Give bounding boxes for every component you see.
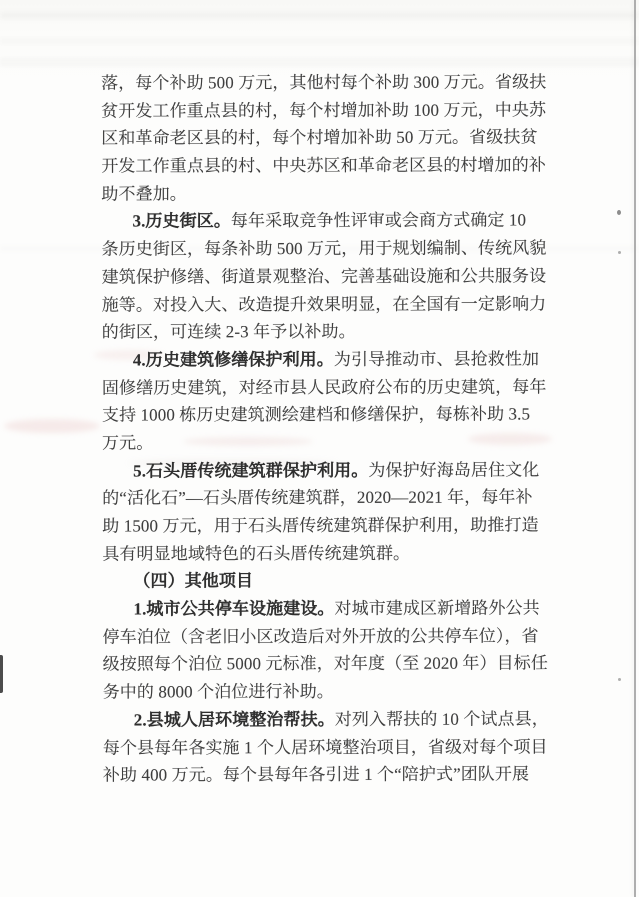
- line-text: 为引导推动市、县抢救性加: [333, 349, 540, 369]
- page-edge-line: [634, 0, 636, 897]
- document-line: [102, 318, 562, 347]
- document-line: [103, 705, 563, 734]
- document-line: [102, 594, 562, 623]
- document-line: [102, 373, 562, 402]
- bold-heading: 5.石头厝传统建筑群保护利用。: [133, 460, 369, 481]
- document-text-block: [101, 68, 563, 789]
- bold-heading: 3.历史街区。: [132, 211, 231, 231]
- document-line: [102, 456, 562, 485]
- document-line: [102, 484, 562, 513]
- line-text: 区和革命老区县的村，每个村增加补助 50 万元。省级扶贫: [101, 127, 538, 148]
- line-text: 固修缮历史建筑，对经市县人民政府公布的历史建筑，每年: [101, 377, 547, 398]
- document-line: [103, 733, 563, 762]
- document-line: [103, 622, 563, 651]
- line-text: 停车泊位（含老旧小区改造后对外开放的公共停车位），省: [102, 626, 539, 647]
- document-line: [101, 68, 561, 97]
- scan-artifact-band: [0, 12, 639, 19]
- line-text: 开发工作重点县的村、中央苏区和革命老区县的村增加的补: [101, 155, 546, 176]
- document-line: [101, 207, 561, 236]
- document-line: [103, 761, 563, 790]
- document-line: [102, 262, 562, 291]
- line-text: 施等。对投入大、改造提升效果明显，在全国有一定影响力: [101, 293, 547, 315]
- document-line: [101, 151, 561, 180]
- line-text: 具有明显地域特色的石头厝传统建筑群。: [102, 543, 411, 564]
- document-line: [101, 179, 561, 208]
- line-text: 每年采取竞争性评审或会商方式确定 10: [230, 210, 527, 231]
- line-text: 对列入帮扶的 10 个试点县，: [334, 709, 549, 729]
- line-text: 条历史街区，每条补助 500 万元，用于规划编制、传统风貌: [101, 238, 547, 259]
- line-text: 补助 400 万元。每个县每年各引进 1 个“陪护式”团队开展: [102, 764, 530, 785]
- line-text: 级按照每个泊位 5000 元标准，对年度（至 2020 年）目标任: [102, 653, 548, 675]
- line-text: 的街区，可连续 2-3 年予以补助。: [101, 322, 356, 342]
- document-line: [103, 678, 563, 707]
- bold-heading: 1.城市公共停车设施建设。: [133, 599, 335, 619]
- line-text: 万元。: [102, 433, 154, 453]
- document-line: [102, 345, 562, 374]
- line-text: 建筑保护修缮、街道景观整治、完善基础设施和公共服务设: [101, 266, 547, 287]
- bold-heading: 2.县城人居环境整治帮扶。: [133, 709, 335, 730]
- document-line: [102, 428, 562, 457]
- toner-speck: [617, 210, 621, 215]
- toner-speck: [618, 678, 621, 681]
- document-line: [102, 567, 562, 596]
- bold-heading: 4.历史建筑修缮保护利用。: [132, 349, 334, 370]
- line-text: 务中的 8000 个泊位进行补助。: [102, 682, 334, 702]
- toner-speck: [618, 251, 621, 254]
- scan-artifact-band: [0, 38, 639, 44]
- line-text: 的“活化石”—石头厝传统建筑群，2020—2021 年，每年补: [102, 487, 533, 508]
- scan-edge-mark: [0, 655, 3, 693]
- line-text: 为保护好海岛居住文化: [368, 460, 540, 480]
- line-text: 贫开发工作重点县的村，每个村增加补助 100 万元，中央苏: [101, 100, 547, 121]
- line-text: 支持 1000 栋历史建筑测绘建档和修缮保护，每栋补助 3.5: [101, 404, 531, 425]
- line-text: 对城市建成区新增路外公共: [334, 598, 540, 619]
- document-line: [102, 539, 562, 568]
- pink-smudge: [4, 419, 100, 433]
- line-text: 助不叠加。: [101, 184, 187, 204]
- scan-artifact-band: [0, 58, 639, 66]
- document-line: [102, 401, 562, 430]
- document-line: [101, 96, 561, 125]
- line-text: 每个县每年各实施 1 个人居环境整治项目，省级对每个项目: [102, 736, 548, 758]
- line-text: 落，每个补助 500 万元，其他村每个补助 300 万元。省级扶: [101, 72, 547, 93]
- document-line: [102, 511, 562, 540]
- bold-heading: （四）其他项目: [133, 571, 254, 591]
- document-line: [103, 650, 563, 679]
- document-line: [101, 235, 561, 264]
- line-text: 助 1500 万元，用于石头厝传统建筑群保护利用，助推打造: [102, 515, 539, 536]
- document-line: [101, 124, 561, 153]
- document-line: [102, 290, 562, 319]
